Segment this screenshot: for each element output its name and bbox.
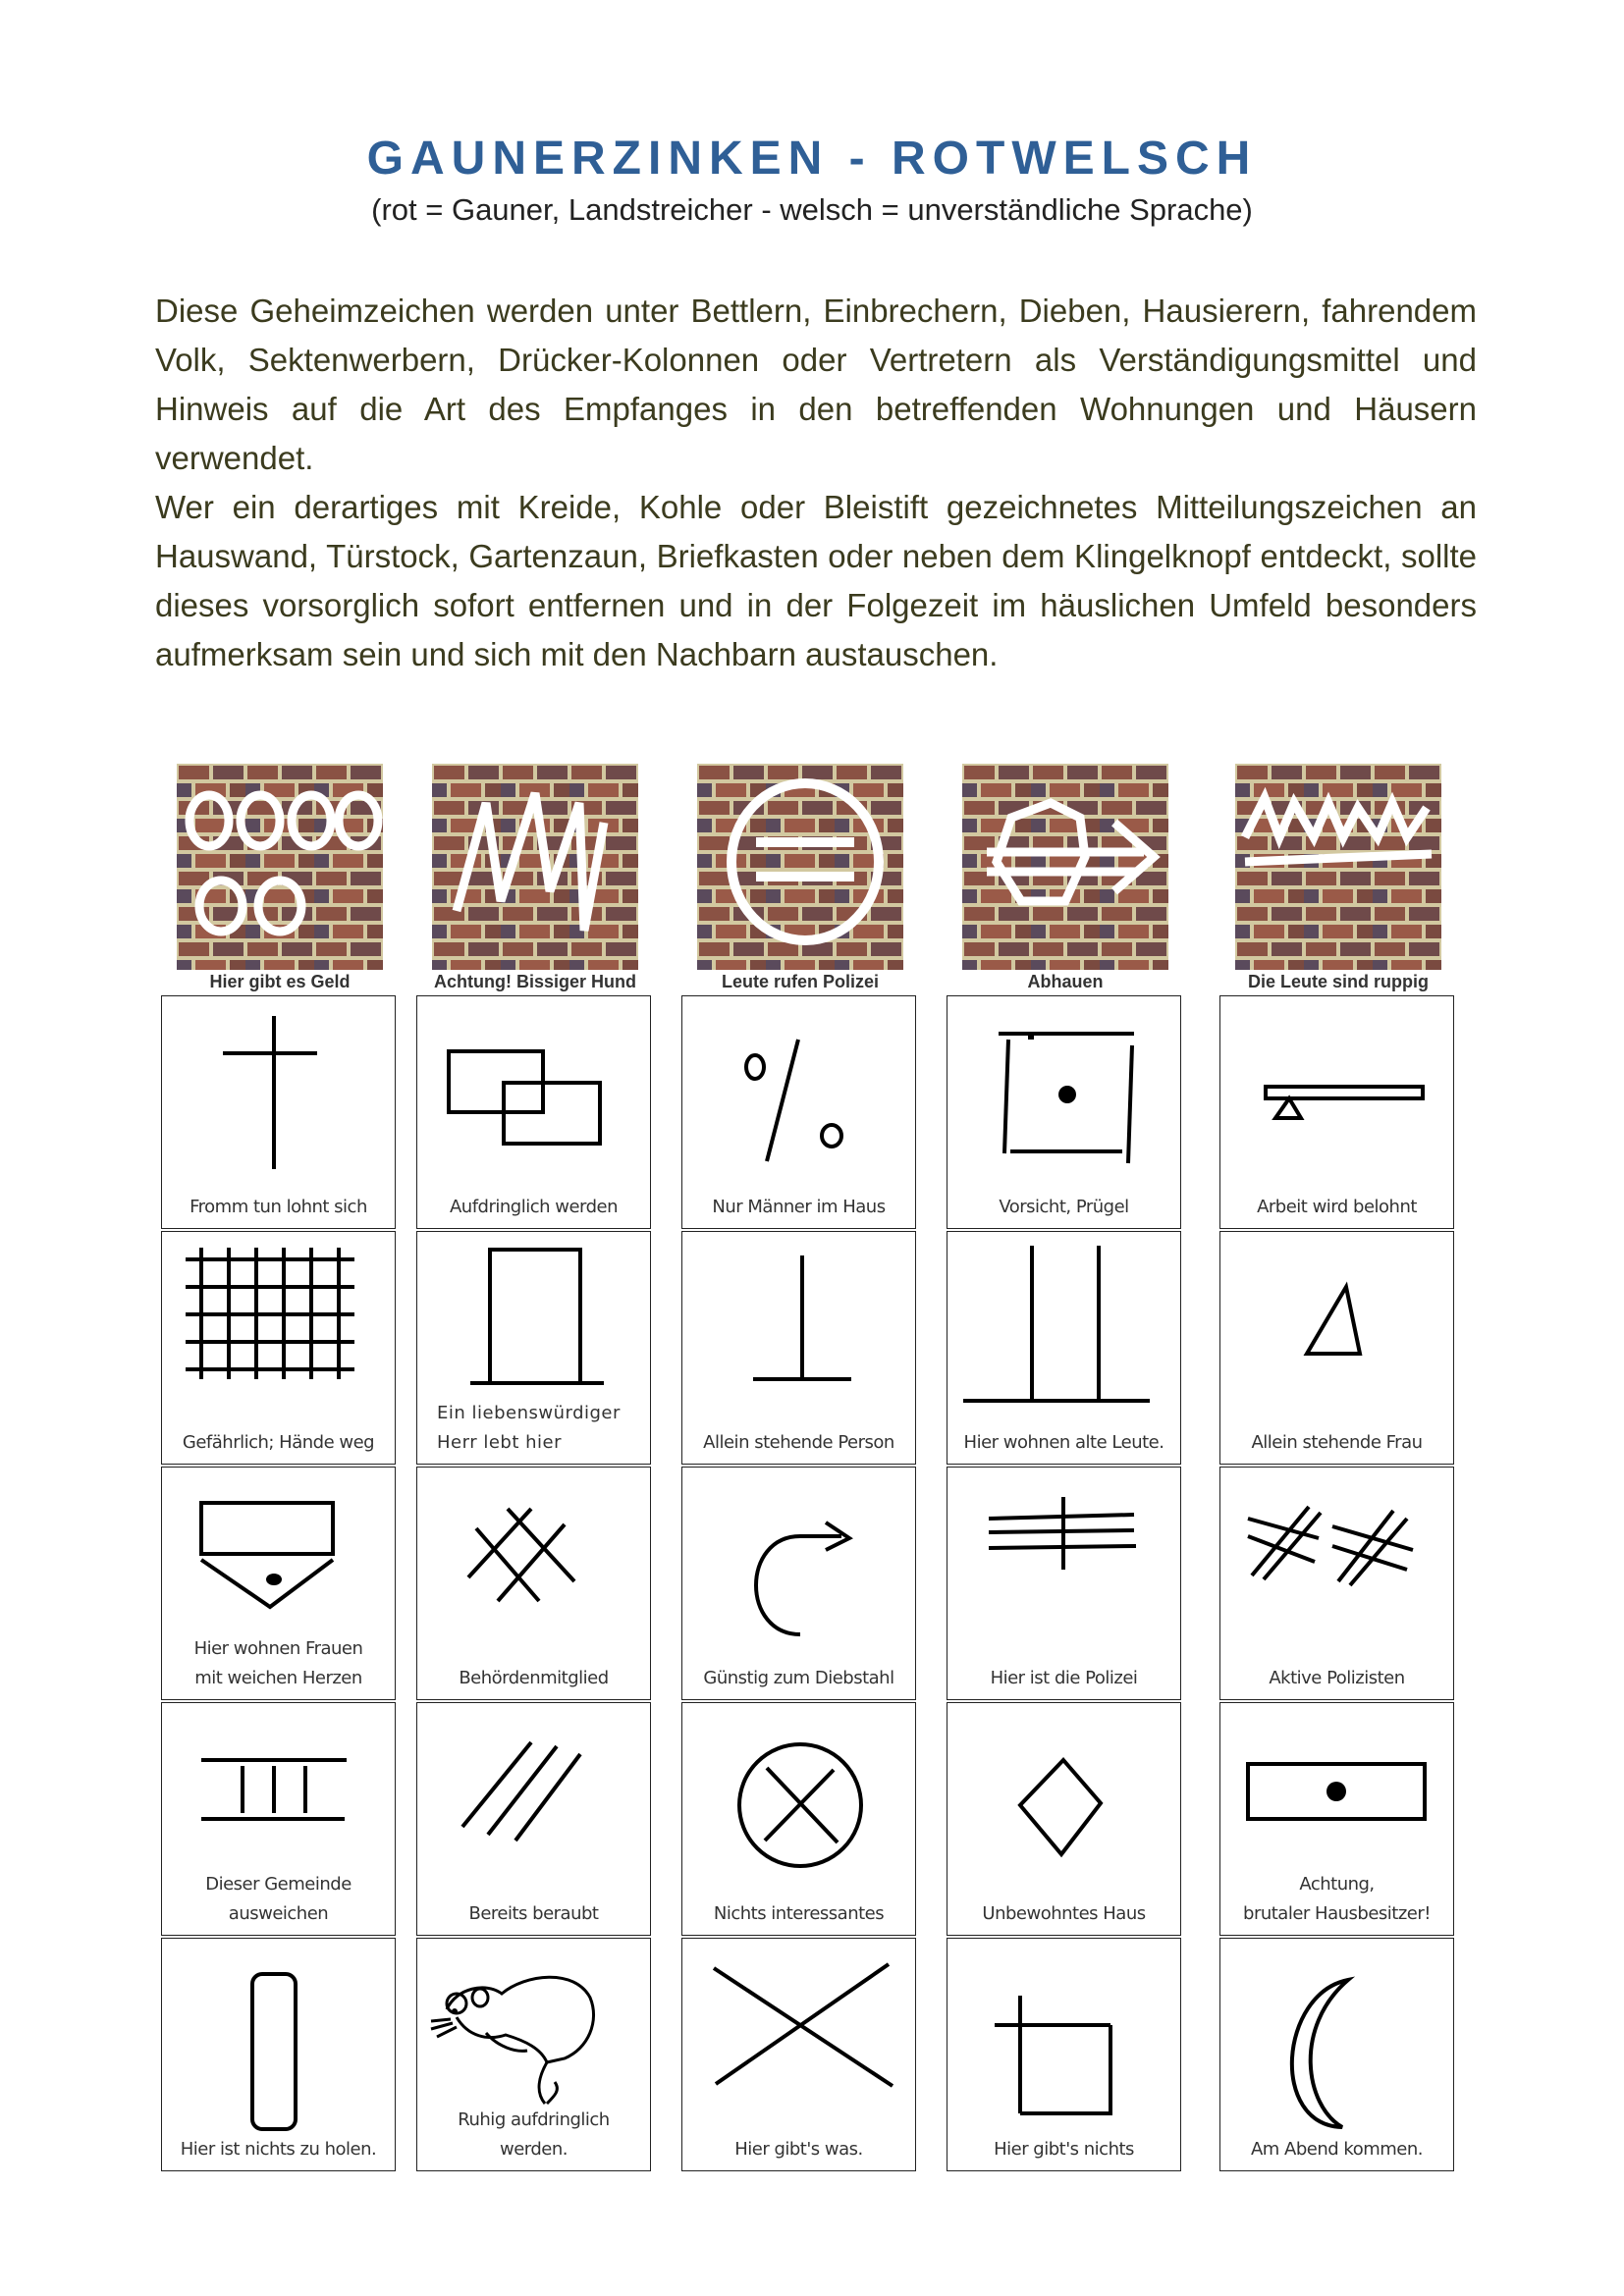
caption-line: Ruhig aufdringlich — [458, 2109, 610, 2130]
symbol-cell — [681, 1231, 916, 1465]
photo-caption: Hier gibt es Geld — [209, 972, 351, 991]
symbol-caption: Hier gibt's nichts — [994, 2139, 1134, 2160]
symbol-cell — [161, 1231, 396, 1465]
symbol-cell — [947, 1938, 1181, 2171]
caption-line: Hier wohnen Frauen — [193, 1638, 363, 1659]
symbol-caption — [417, 2106, 650, 2164]
symbol-cell — [1219, 995, 1454, 1229]
caption-line: Achtung, — [1299, 1874, 1375, 1895]
photo-chalk-police — [697, 764, 903, 970]
photo-chalk-dog — [432, 764, 638, 970]
symbol-caption: Arbeit wird belohnt — [1257, 1197, 1417, 1217]
symbol-cell — [1219, 1938, 1454, 2171]
caption-line: Herr lebt hier — [437, 1432, 562, 1453]
symbol-cell — [681, 1702, 916, 1936]
symbol-cell — [416, 1938, 651, 2171]
symbol-caption: Vorsicht, Prügel — [999, 1197, 1129, 1217]
symbol-cell — [947, 1231, 1181, 1465]
symbol-cell — [1219, 1467, 1454, 1700]
page-title: GAUNERZINKEN - ROTWELSCH — [366, 133, 1258, 185]
caption-line: werden. — [499, 2139, 568, 2160]
photo-caption: Leute rufen Polizei — [721, 972, 880, 991]
photo-chalk-rude — [1235, 764, 1441, 970]
symbol-cell — [947, 1467, 1181, 1700]
symbol-caption — [1220, 1870, 1453, 1929]
symbol-caption: Gefährlich; Hände weg — [182, 1432, 375, 1453]
intro-text — [155, 287, 1477, 679]
symbol-cell — [161, 1467, 396, 1700]
symbol-cell — [947, 995, 1181, 1229]
symbol-caption: Nichts interessantes — [713, 1903, 885, 1924]
symbol-caption: Nur Männer im Haus — [712, 1197, 886, 1217]
symbol-cell — [681, 995, 916, 1229]
intro-paragraph-2: Wer ein derartiges mit Kreide, Kohle oder Bleistift gezeichnetes Mitteilungszeichen an Hauswand, Türstock, Gartenzaun, Briefkasten oder neben dem Klingelknopf entdeckt, sollte dieses vorsorglich sofort entfernen und in der Folgezeit im häuslichen Umfeld besonders aufmerksam sein und sich mit den Nachbarn austauschen. — [155, 489, 1477, 672]
symbol-caption: Unbewohntes Haus — [982, 1903, 1146, 1924]
intro-paragraph-1: Diese Geheimzeichen werden unter Bettlern, Einbrechern, Dieben, Hausierern, fahrendem Volk, Sektenwerbern, Drücker-Kolonnen oder Vertretern als Verständigungsmittel und Hinweis auf die Art des Empfanges in den betreffenden Wohnungen und Häusern verwendet. — [155, 293, 1477, 476]
symbol-cell — [161, 995, 396, 1229]
symbol-cell — [681, 1938, 916, 2171]
photo-caption: Die Leute sind ruppig — [1247, 972, 1429, 991]
caption-line: brutaler Hausbesitzer! — [1243, 1903, 1431, 1924]
caption-line: mit weichen Herzen — [194, 1668, 362, 1688]
caption-line: Ein liebenswürdiger — [437, 1403, 621, 1423]
symbol-cell — [1219, 1702, 1454, 1936]
symbol-caption: Hier wohnen alte Leute. — [963, 1432, 1164, 1453]
symbol-cell — [416, 995, 651, 1229]
symbol-cell — [416, 1702, 651, 1936]
symbol-caption: Aktive Polizisten — [1269, 1668, 1405, 1688]
symbol-caption: Bereits beraubt — [468, 1903, 599, 1924]
symbol-cell — [681, 1467, 916, 1700]
symbol-caption: Hier ist die Polizei — [990, 1668, 1138, 1688]
photo-caption: Abhauen — [1027, 972, 1104, 991]
symbol-caption: Behördenmitglied — [459, 1668, 609, 1688]
symbol-caption: Allein stehende Person — [703, 1432, 894, 1453]
symbol-cell — [416, 1231, 651, 1465]
symbol-cell — [161, 1702, 396, 1936]
symbol-caption: Günstig zum Diebstahl — [703, 1668, 894, 1688]
symbol-cell — [416, 1467, 651, 1700]
caption-line: Dieser Gemeinde — [205, 1874, 352, 1895]
symbol-caption — [162, 1870, 395, 1929]
symbol-caption — [417, 1399, 650, 1458]
symbol-caption: Hier ist nichts zu holen. — [180, 2139, 377, 2160]
photo-chalk-money — [177, 764, 383, 970]
photo-caption: Achtung! Bissiger Hund — [434, 972, 636, 991]
symbol-cell — [1219, 1231, 1454, 1465]
page-subtitle: (rot = Gauner, Landstreicher - welsch = unverständliche Sprache) — [371, 192, 1253, 227]
symbol-caption — [162, 1634, 395, 1693]
symbol-caption: Aufdringlich werden — [449, 1197, 619, 1217]
symbol-caption: Allein stehende Frau — [1251, 1432, 1423, 1453]
caption-line: ausweichen — [228, 1903, 329, 1924]
symbol-cell — [161, 1938, 396, 2171]
symbol-cell — [947, 1702, 1181, 1936]
symbol-caption: Fromm tun lohnt sich — [189, 1197, 367, 1217]
symbol-caption: Am Abend kommen. — [1250, 2139, 1423, 2160]
symbol-caption: Hier gibt's was. — [734, 2139, 863, 2160]
photo-chalk-runaway — [962, 764, 1168, 970]
